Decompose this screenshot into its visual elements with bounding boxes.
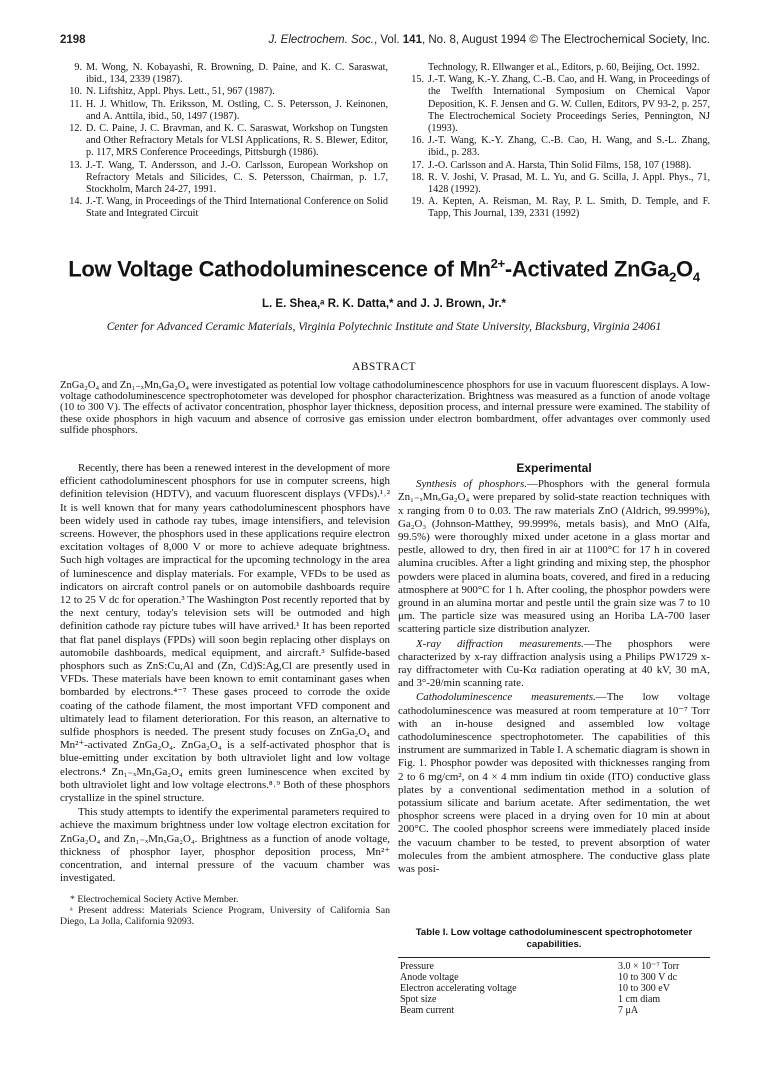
reference-number: 11. [69, 98, 82, 110]
reference-number: 19. [411, 196, 424, 208]
article-title [0, 256, 768, 285]
body-paragraph [398, 638, 710, 691]
author-affiliation: Center for Advanced Ceramic Materials, Virginia Polytechnic Institute and State University, Blacksburg, Virginia 24061 [106, 321, 662, 333]
reference-item [60, 86, 388, 98]
reference-number: 16. [411, 135, 424, 147]
title-superscript: 2+ [490, 256, 505, 271]
title-subscript: 4 [692, 269, 700, 285]
reference-number: 9. [74, 62, 82, 73]
title-part: Low Voltage Cathodoluminescence of Mn [68, 256, 491, 282]
reference-item [402, 74, 710, 135]
reference-text: J.-O. Carlsson and A. Harsta, Thin Solid Films, 158, 107 (1988). [428, 159, 692, 171]
reference-number: 17. [411, 159, 424, 171]
table-cell-label: Electron accelerating voltage [400, 983, 517, 994]
table-row [398, 994, 710, 1005]
reference-item [402, 62, 710, 74]
table-cell-label: Spot size [400, 994, 437, 1005]
reference-number: 12. [69, 123, 82, 135]
footnotes [60, 894, 390, 928]
author-list: L. E. Shea,ᵃ R. K. Datta,* and J. J. Brown, Jr.* [262, 298, 506, 310]
reference-item [60, 62, 388, 86]
table-row [398, 961, 710, 972]
reference-number: 13. [69, 159, 82, 171]
paragraph-lead: Synthesis of phosphors. [416, 478, 527, 491]
body-paragraph [398, 691, 710, 876]
reference-text: Technology, R. Ellwanger et al., Editors, p. 60, Beijing, Oct. 1992. [428, 62, 700, 73]
body-paragraph: Recently, there has been a renewed interest in the development of more efficient cathodoluminescent phosphors for use in computer screens, high definition television (HDTV), and vacuum fluorescent displays (VFDs).¹˒² It is well known that for many years cathodoluminescent phosphors have been widely used in cathode ray tubes, image intensifiers, and television screens. However, the phosphors used in these applications require electron excitation voltages of 8,000 V or more to achieve adequate brightness. Such high voltages are impractical for the upcoming technology in the area of luminescence and display materials. For example, VFDs to be used as indicators on aircraft control panels or on automobile dashboards require 12 to 25 V dc for operation.³ The Washington Post recently reported that by the next century, today's television sets will be outmoded and high definition cathode ray picture tubes will have arrived.¹ It has been reported that flat panel displays (FPDs) will soon begin replacing other displays on automobile dashboards, medical equipment, and aircraft.³ Sulfide-based phosphors such as ZnS:Cu,Al and (Zn, Cd)S:Ag,Cl are presently used in VFDs. These materials have been known to emit contaminant gases when bombarded by electrons.⁴⁻⁷ These gases proceed to corrode the oxide coating of the cathode filament, the most important VFD component and ultimately lead to filament deterioration. For this reason, an alternative to sulfide phosphors is needed. The present study focuses on ZnGa₂O₄ and Mn²⁺-activated ZnGa₂O₄. ZnGa₂O₄ is a self-activated phosphor that is blue-emitting under excitation by both ultraviolet light and low voltage electrons.⁴ Zn₁₋ₓMnₓGa₂O₄ emits green luminescence when excited by both ultraviolet light and low voltage electrons.⁸˒⁹ Both of these phosphors crystallize in the spinel structure. [60, 462, 390, 805]
reference-text: J.-T. Wang, K.-Y. Zhang, C.-B. Cao, H. Wang, and S.-L. Zhang, ibid., p. 283. [428, 135, 710, 159]
reference-item [60, 160, 388, 197]
reference-item [402, 196, 710, 220]
reference-text: M. Wong, N. Kobayashi, R. Browning, D. Paine, and K. C. Saraswat, ibid., 134, 2339 (1987). [86, 62, 388, 86]
table-cell-label: Anode voltage [400, 972, 459, 983]
page-number: 2198 [60, 34, 86, 46]
title-part: -Activated ZnGa [504, 256, 670, 282]
reference-number: 15. [411, 74, 424, 86]
table-cell-value: 3.0 × 10⁻⁷ Torr [618, 961, 680, 972]
table-cell-label: Pressure [400, 961, 434, 972]
table-title: Table I. Low voltage cathodoluminescent spectrophotometer capabilities. [415, 927, 693, 950]
reference-text: J.-T. Wang, T. Andersson, and J.-O. Carlsson, European Workshop on Refractory Metals and Silicides, C. S. Petersson, Chairman, p. 1.7, Stockholm, March 24-27, 1991. [86, 159, 388, 196]
reference-number [402, 62, 428, 74]
reference-item [402, 135, 710, 159]
reference-text: A. Kepten, A. Reisman, M. Ray, P. L. Smith, D. Temple, and F. Tapp, This Journal, 139, 2331 (1992) [428, 196, 710, 220]
reference-number: 10. [69, 86, 82, 98]
title-subscript: 2 [669, 269, 677, 285]
reference-item [60, 123, 388, 160]
table-row [398, 983, 710, 994]
reference-number: 14. [69, 196, 82, 208]
abstract-heading: ABSTRACT [351, 361, 417, 373]
paragraph-lead: Cathodoluminescence measurements. [416, 691, 596, 704]
references-left-column [60, 62, 388, 221]
table-cell-value: 1 cm diam [618, 994, 661, 1005]
body-left-column [60, 462, 390, 927]
paragraph-text: —Phosphors with the general formula Zn₁₋ₓMnₓGa₂O₄ were prepared by solid-state reaction techniques with x ranging from 0 to 0.03. The raw materials ZnO (Aldrich, 99.999%), Ga₂O₃ (Johnson-Matthey, 99.999%, metals basis), and MnO (Alfa, 99.5%) were thoroughly mixed under acetone in a glass mortar and pestle, allowed to dry, then fired in air at 1100°C for 17 h in covered alumina crucibles. After a light grinding and mixing step, the phosphor powders were placed in alumina boats, covered, and fired in a reducing atmosphere at 900°C for 1 h. After cooling, the phosphor powders were ground in an alumina mortar and pestle until the grain size was 7 to 10 μm. The particle size was measured using an Horiba LA-700 laser scattering particle size distribution analyzer. [398, 478, 710, 636]
paragraph-text: —The phosphors were characterized by x-ray diffraction analysis using a Philips PW1729 x-ray diffractometer with Cu-Kα radiation operating at 40 kV, 30 mA, and 3°-2θ/min scanning rate. [398, 637, 710, 690]
reference-text: J.-T. Wang, K.-Y. Zhang, C.-B. Cao, and H. Wang, in Proceedings of the Twelfth International Symposium on Chemical Vapor Deposition, K. F. Jensen and G. W. Cullen, Editors, PV 93-2, p. 257, The Electrochemical Society Proceedings Series, Pennington, NJ (1993). [428, 74, 710, 135]
volume-number: 141 [402, 34, 422, 46]
abstract-text: ZnGa₂O₄ and Zn₁₋ₓMnₓGa₂O₄ were investigated as potential low voltage cathodoluminescence phosphors for use in vacuum fluorescent displays. A low-voltage cathodoluminescence spectrophotometer was developed for phosphor characterization. Brightness was measured as a function of anode voltage (10 to 300 V). The effects of activator concentration, phosphor layer thickness, deposition process, and internal pressure were examined. The stability of these oxide phosphors in high vacuum and absence of corrosive gas emission under electron bombardment, offer advantages over commonly used sulfide phosphors. [60, 380, 710, 436]
reference-item [60, 99, 388, 123]
paragraph-text: —The low voltage cathodoluminescence was measured at room temperature at 10⁻⁷ Torr with an in-house designed and assembled low voltage cathodoluminescence spectrophotometer. The capabilities of this instrument are summarized in Table I. A schematic diagram is shown in Fig. 1. Phosphor powder was deposited with thicknesses ranging from 2 to 6 mg/cm², on 4 × 4 mm indium tin oxide (ITO) conductive glass plates by a conventional sedimentation method in a solution of potassium silicate and barium acetate. After sedimentation, the wet phosphor screens were placed in a drying oven for 10 min at about 200°C. The cooled phosphor screens were immediately placed inside the vacuum chamber to be tested, to prevent absorption of water molecules from the ambient atmosphere. The conductive glass plate was posi- [398, 691, 710, 876]
paragraph-lead: X-ray diffraction measurements. [416, 637, 584, 650]
section-heading: Experimental [516, 461, 592, 475]
table-cell-label: Beam current [400, 1005, 455, 1016]
table-row [398, 972, 710, 983]
table-cell-value: 7 μA [618, 1005, 639, 1016]
table-cell-value: 10 to 300 eV [618, 983, 670, 994]
reference-text: D. C. Paine, J. C. Bravman, and K. C. Saraswat, Workshop on Tungsten and Other Refractory Metals for VLSI Applications, R. S. Blewer, Editor, p. 117, MRS Conference Proceedings, Pittsburgh (1986). [86, 123, 388, 159]
volume-label: , Vol. [374, 34, 403, 46]
reference-item [60, 196, 388, 220]
reference-item [402, 172, 710, 196]
page-header [60, 34, 710, 50]
reference-text: J.-T. Wang, in Proceedings of the Third International Conference on Solid State and Integrated Circuit [86, 196, 388, 220]
body-right-column [398, 462, 710, 876]
references-right-column [402, 62, 710, 221]
reference-text: R. V. Joshi, V. Prasad, M. L. Yu, and G. Scilla, J. Appl. Phys., 71, 1428 (1992). [428, 171, 710, 196]
journal-name: J. Electrochem. Soc. [268, 34, 374, 46]
reference-number: 18. [411, 171, 424, 183]
reference-text: H. J. Whitlow, Th. Eriksson, M. Ostling, C. S. Petersson, J. Keinonen, and A. Anttila, ibid., 50, 1497 (1987). [86, 98, 388, 122]
capabilities-table [398, 957, 710, 1016]
reference-text: N. Liftshitz, Appl. Phys. Lett., 51, 967 (1987). [86, 86, 275, 98]
title-part: O [676, 256, 693, 282]
body-paragraph: This study attempts to identify the experimental parameters required to achieve the maximum brightness under low voltage electron excitation for ZnGa₂O₄ and Zn₁₋ₓMnₓGa₂O₄. Brightness as a function of anode voltage, thickness of phosphor layer, phosphor deposition process, Mn²⁺ concentration, and internal pressure of the vacuum chamber was investigated. [60, 806, 390, 885]
issue-info: , No. 8, August 1994 © The Electrochemical Society, Inc. [421, 34, 710, 46]
reference-item [402, 160, 710, 172]
footnote: * Electrochemical Society Active Member. [70, 893, 239, 905]
journal-info [269, 34, 710, 46]
footnote: ᵃ Present address: Materials Science Program, University of California San Diego, La Jolla, California 92093. [60, 904, 390, 927]
body-paragraph [398, 478, 710, 636]
table-cell-value: 10 to 300 V dc [618, 972, 678, 983]
table-row [398, 1005, 710, 1016]
